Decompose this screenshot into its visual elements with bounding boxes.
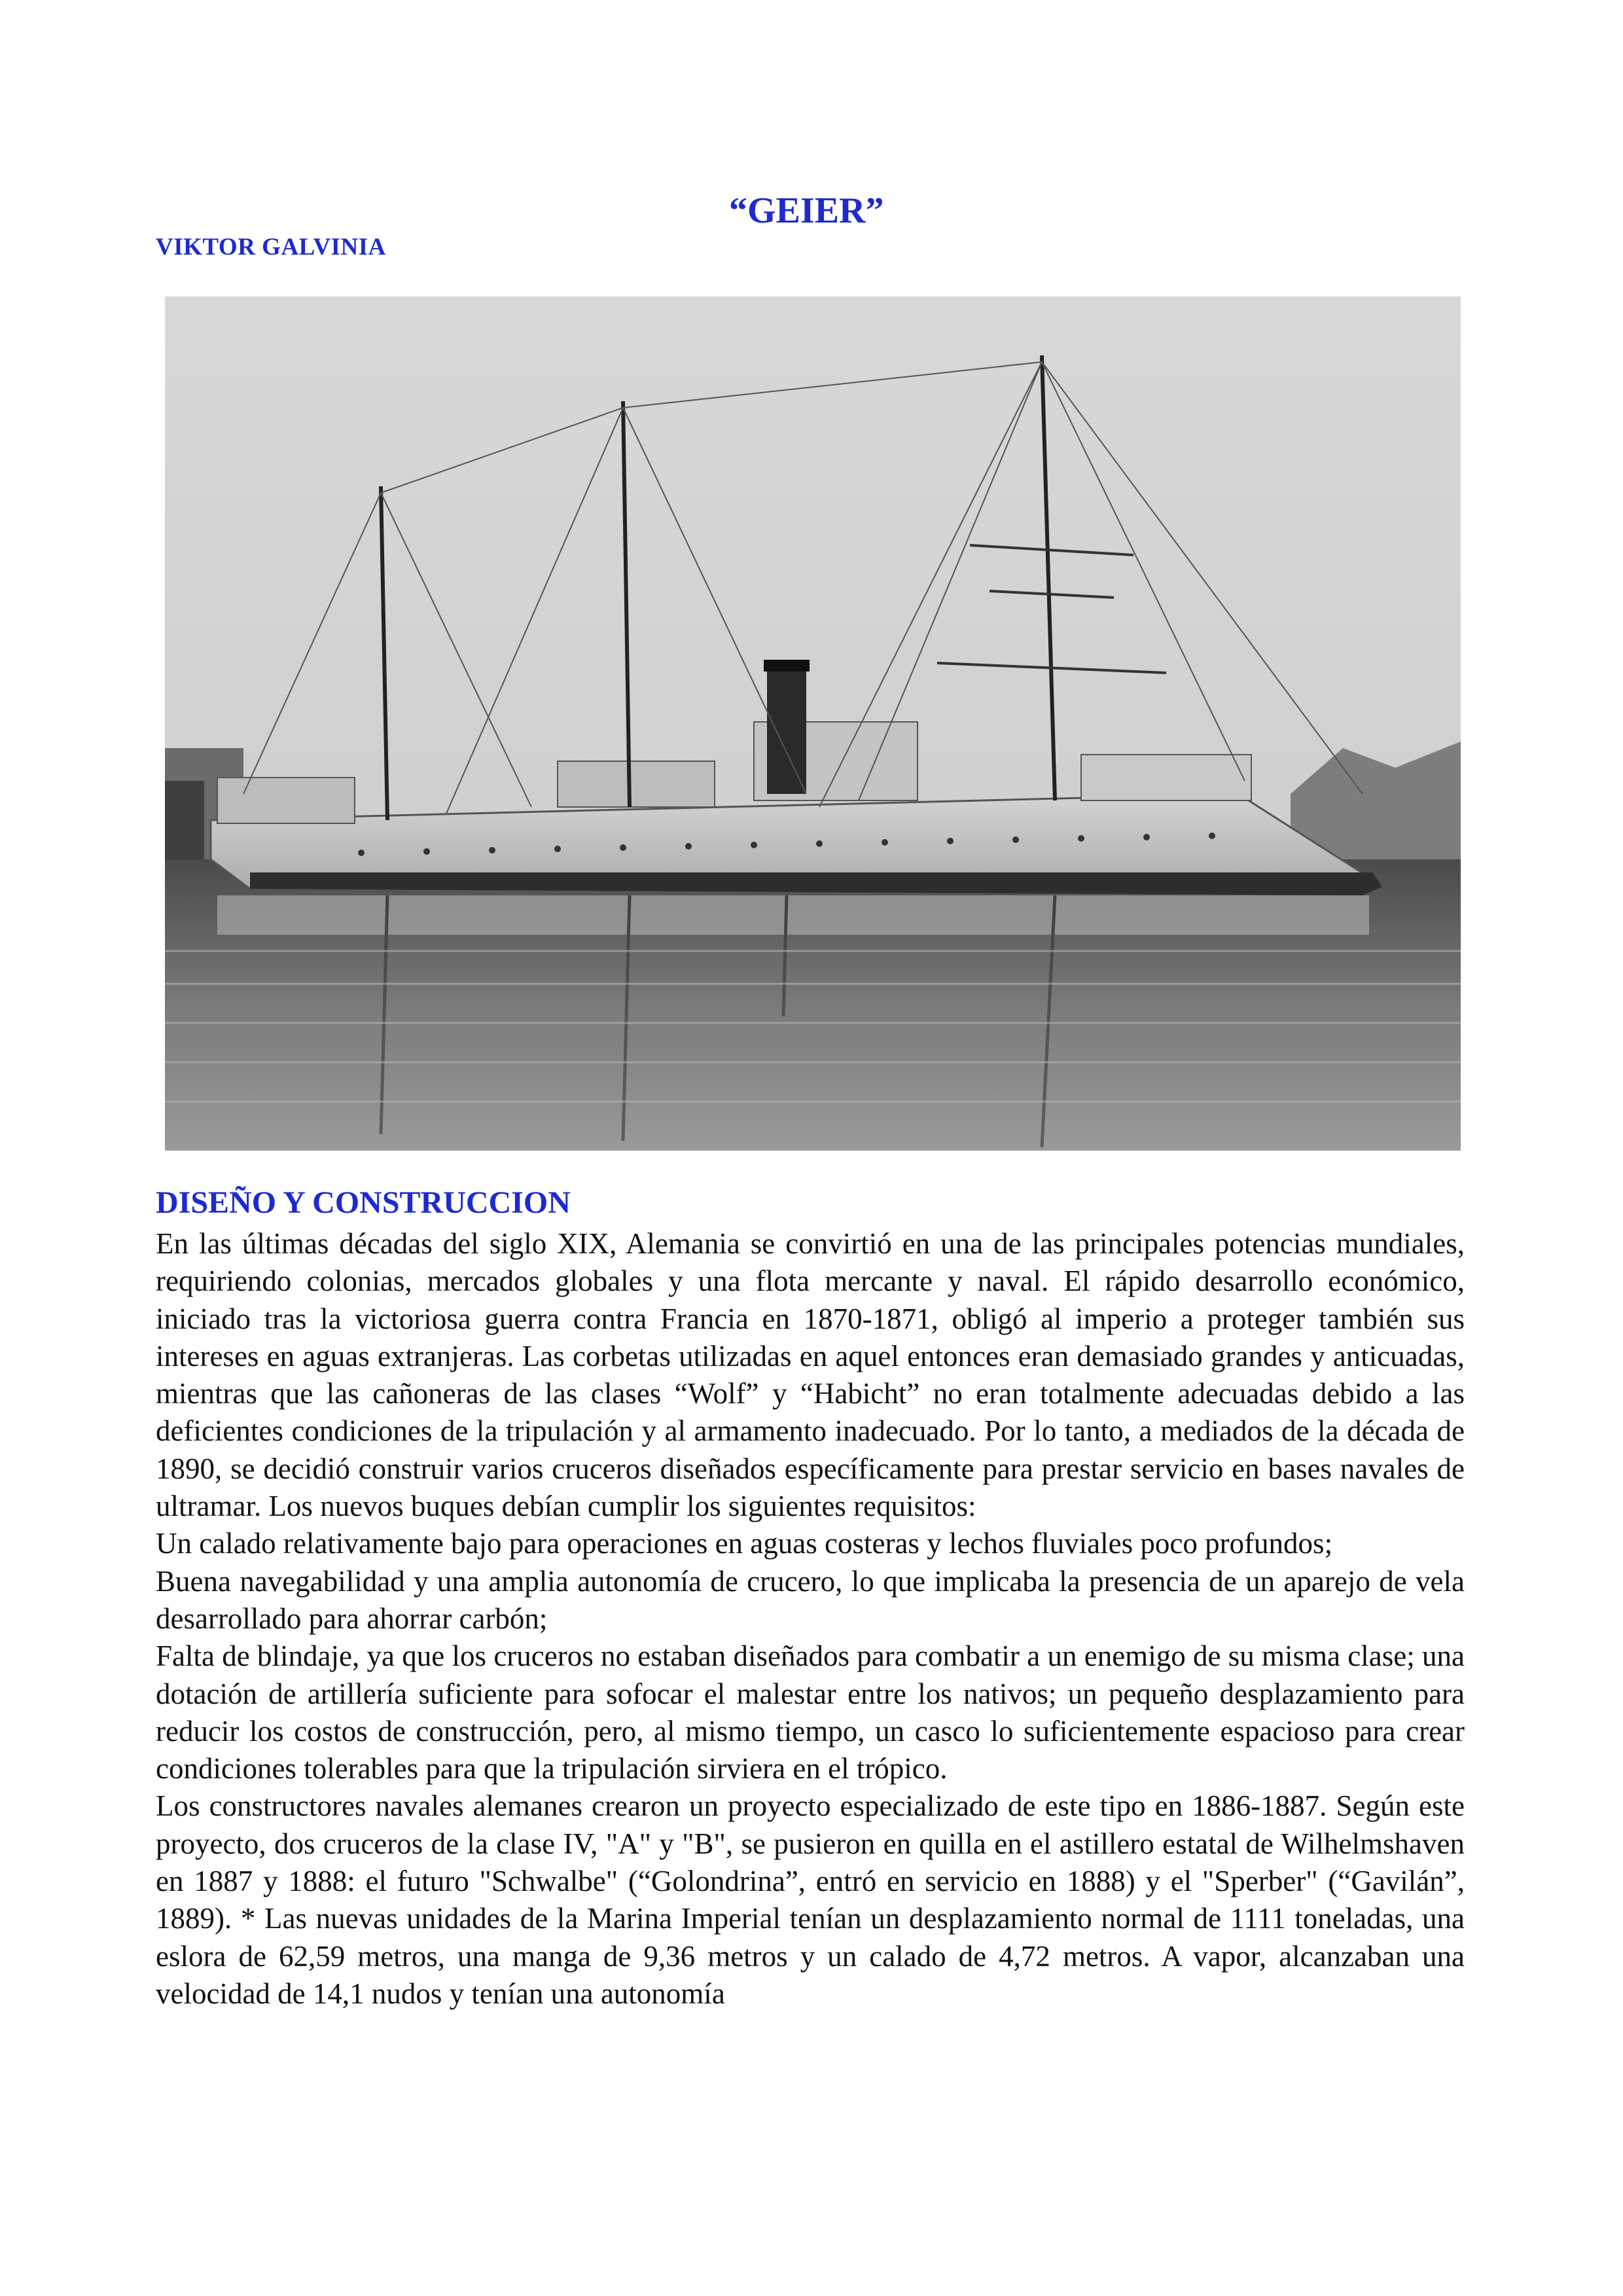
section-heading: DISEÑO Y CONSTRUCCION bbox=[156, 1185, 571, 1220]
author-name: VIKTOR GALVINIA bbox=[156, 234, 386, 260]
ship-photo-illustration bbox=[165, 296, 1461, 1151]
ship-photograph bbox=[165, 296, 1461, 1151]
article-title: “GEIER” bbox=[729, 190, 884, 231]
article-body bbox=[156, 1225, 1465, 2013]
paragraph: Falta de blindaje, ya que los cruceros no estaban diseñados para combatir a un enemigo de su misma clase; una dotación de artillería suficiente para sofocar el malestar entre los nativos; un pequeño desplazamiento para reducir los costos de construcción, pero, al mismo tiempo, un casco lo suficientemente espacioso para crear condiciones tolerables para que la tripulación sirviera en el trópico. bbox=[156, 1640, 1465, 1785]
paragraph: Un calado relativamente bajo para operaciones en aguas costeras y lechos fluviales poco profundos; bbox=[156, 1527, 1333, 1560]
paragraph: Los constructores navales alemanes crearon un proyecto especializado de este tipo en 1886-1887. Según este proyecto, dos cruceros de la clase IV, "A" y "B", se pusieron en quilla en el astillero estatal de Wilhelmshaven en 1887 y 1888: el futuro "Schwalbe" (“Golondrina”, entró en servicio en 1888) y el "Sperber" (“Gavilán”, 1889). * Las nuevas unidades de la Marina Imperial tenían un desplazamiento normal de 1111 toneladas, una eslora de 62,59 metros, una manga de 9,36 metros y un calado de 4,72 metros. A vapor, alcanzaban una velocidad de 14,1 nudos y tenían una autonomía bbox=[156, 1789, 1465, 2010]
paragraph: Buena navegabilidad y una amplia autonomía de crucero, lo que implicaba la presencia de un aparejo de vela desarrollado para ahorrar carbón; bbox=[156, 1564, 1465, 1635]
paragraph: En las últimas décadas del siglo XIX, Alemania se convirtió en una de las principales potencias mundiales, requiriendo colonias, mercados globales y una flota mercante y naval. El rápido desarrollo económico, iniciado tras la victoriosa guerra contra Francia en 1870-1871, obligó al imperio a proteger también sus intereses en aguas extranjeras. Las corbetas utilizadas en aquel entonces eran demasiado grandes y anticuadas, mientras que las cañoneras de las clases “Wolf” y “Habicht” no eran totalmente adecuadas debido a las deficientes condiciones de la tripulación y al armamento inadecuado. Por lo tanto, a mediados de la década de 1890, se decidió construir varios cruceros diseñados específicamente para prestar servicio en bases navales de ultramar. Los nuevos buques debían cumplir los siguientes requisitos: bbox=[156, 1227, 1465, 1523]
